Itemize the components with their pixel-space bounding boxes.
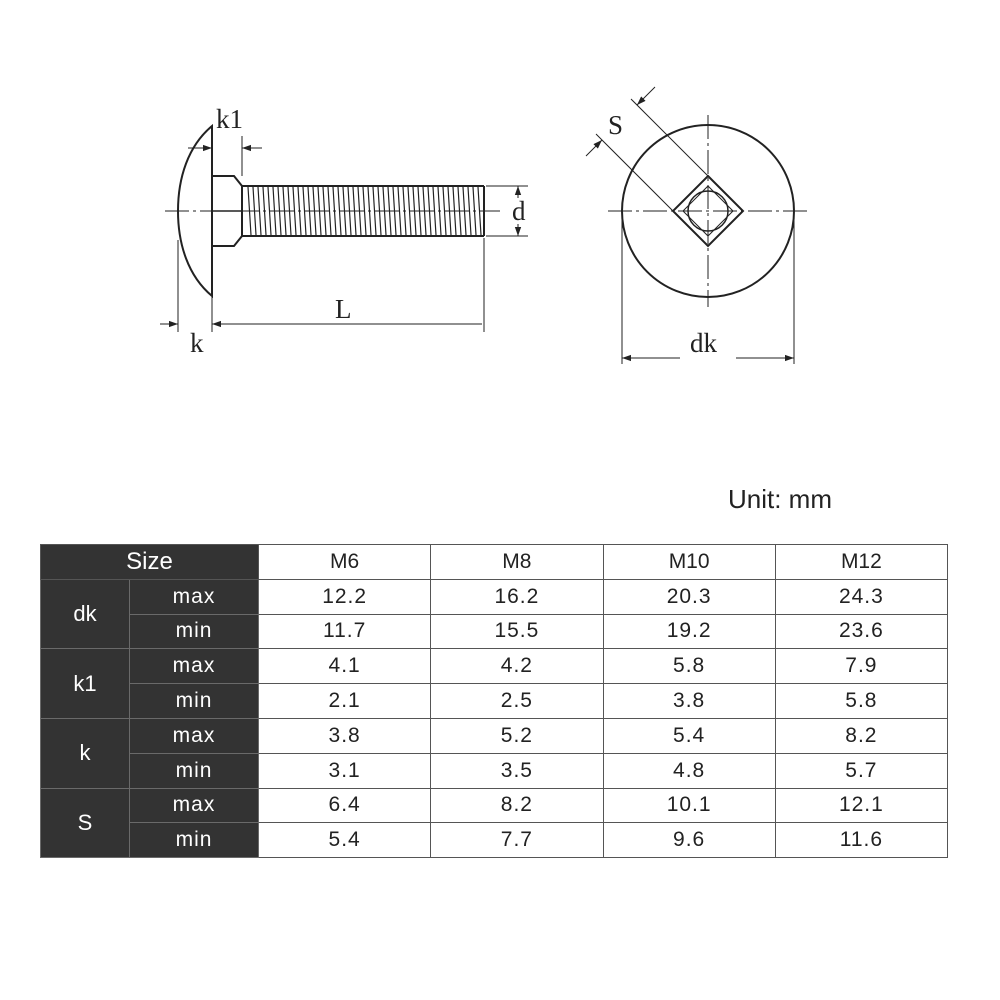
row-sub-label: min <box>130 823 259 858</box>
table-cell: 20.3 <box>603 579 775 614</box>
bolt-technical-drawing <box>0 0 1000 460</box>
label-L: L <box>335 294 352 324</box>
table-cell: 23.6 <box>775 614 947 649</box>
size-header: M6 <box>259 545 431 580</box>
table-cell: 5.7 <box>775 753 947 788</box>
table-row <box>41 649 948 684</box>
table-cell: 3.8 <box>603 684 775 719</box>
row-sub-label: min <box>130 753 259 788</box>
table-cell: 5.8 <box>775 684 947 719</box>
table-row <box>41 823 948 858</box>
row-sub-label: max <box>130 579 259 614</box>
table-row <box>41 684 948 719</box>
table-cell: 4.2 <box>431 649 603 684</box>
size-header: M12 <box>775 545 947 580</box>
table-cell: 10.1 <box>603 788 775 823</box>
table-cell: 7.7 <box>431 823 603 858</box>
table-row <box>41 579 948 614</box>
row-sub-label: max <box>130 649 259 684</box>
table-cell: 8.2 <box>431 788 603 823</box>
table-cell: 12.1 <box>775 788 947 823</box>
table-row <box>41 614 948 649</box>
table-row <box>41 788 948 823</box>
label-d: d <box>512 196 526 226</box>
table-cell: 11.7 <box>259 614 431 649</box>
table-cell: 16.2 <box>431 579 603 614</box>
label-k: k <box>190 328 204 358</box>
group-label-dk: dk <box>41 579 130 649</box>
table-row <box>41 753 948 788</box>
label-S: S <box>608 110 624 140</box>
label-k1: k1 <box>216 104 243 134</box>
table-cell: 3.5 <box>431 753 603 788</box>
row-sub-label: min <box>130 684 259 719</box>
table-cell: 5.8 <box>603 649 775 684</box>
table-cell: 3.1 <box>259 753 431 788</box>
row-sub-label: max <box>130 788 259 823</box>
k-dimension <box>160 240 232 332</box>
group-label-S: S <box>41 788 130 858</box>
row-sub-label: max <box>130 718 259 753</box>
table-cell: 15.5 <box>431 614 603 649</box>
table-cell: 24.3 <box>775 579 947 614</box>
table-cell: 2.1 <box>259 684 431 719</box>
label-dk: dk <box>690 328 717 358</box>
table-cell: 9.6 <box>603 823 775 858</box>
size-header: M10 <box>603 545 775 580</box>
row-sub-label: min <box>130 614 259 649</box>
table-cell: 4.1 <box>259 649 431 684</box>
table-cell: 4.8 <box>603 753 775 788</box>
table-cell: 5.4 <box>259 823 431 858</box>
table-cell: 5.2 <box>431 718 603 753</box>
table-cell: 8.2 <box>775 718 947 753</box>
group-label-k: k <box>41 718 130 788</box>
table-cell: 2.5 <box>431 684 603 719</box>
table-cell: 3.8 <box>259 718 431 753</box>
dimension-table <box>40 544 948 858</box>
table-corner-size: Size <box>41 545 259 580</box>
unit-label: Unit: mm <box>728 484 832 514</box>
group-label-k1: k1 <box>41 649 130 719</box>
table-cell: 19.2 <box>603 614 775 649</box>
table-cell: 7.9 <box>775 649 947 684</box>
table-cell: 6.4 <box>259 788 431 823</box>
table-cell: 11.6 <box>775 823 947 858</box>
table-row <box>41 718 948 753</box>
table-header-row <box>41 545 948 580</box>
size-header: M8 <box>431 545 603 580</box>
table-cell: 12.2 <box>259 579 431 614</box>
table-cell: 5.4 <box>603 718 775 753</box>
